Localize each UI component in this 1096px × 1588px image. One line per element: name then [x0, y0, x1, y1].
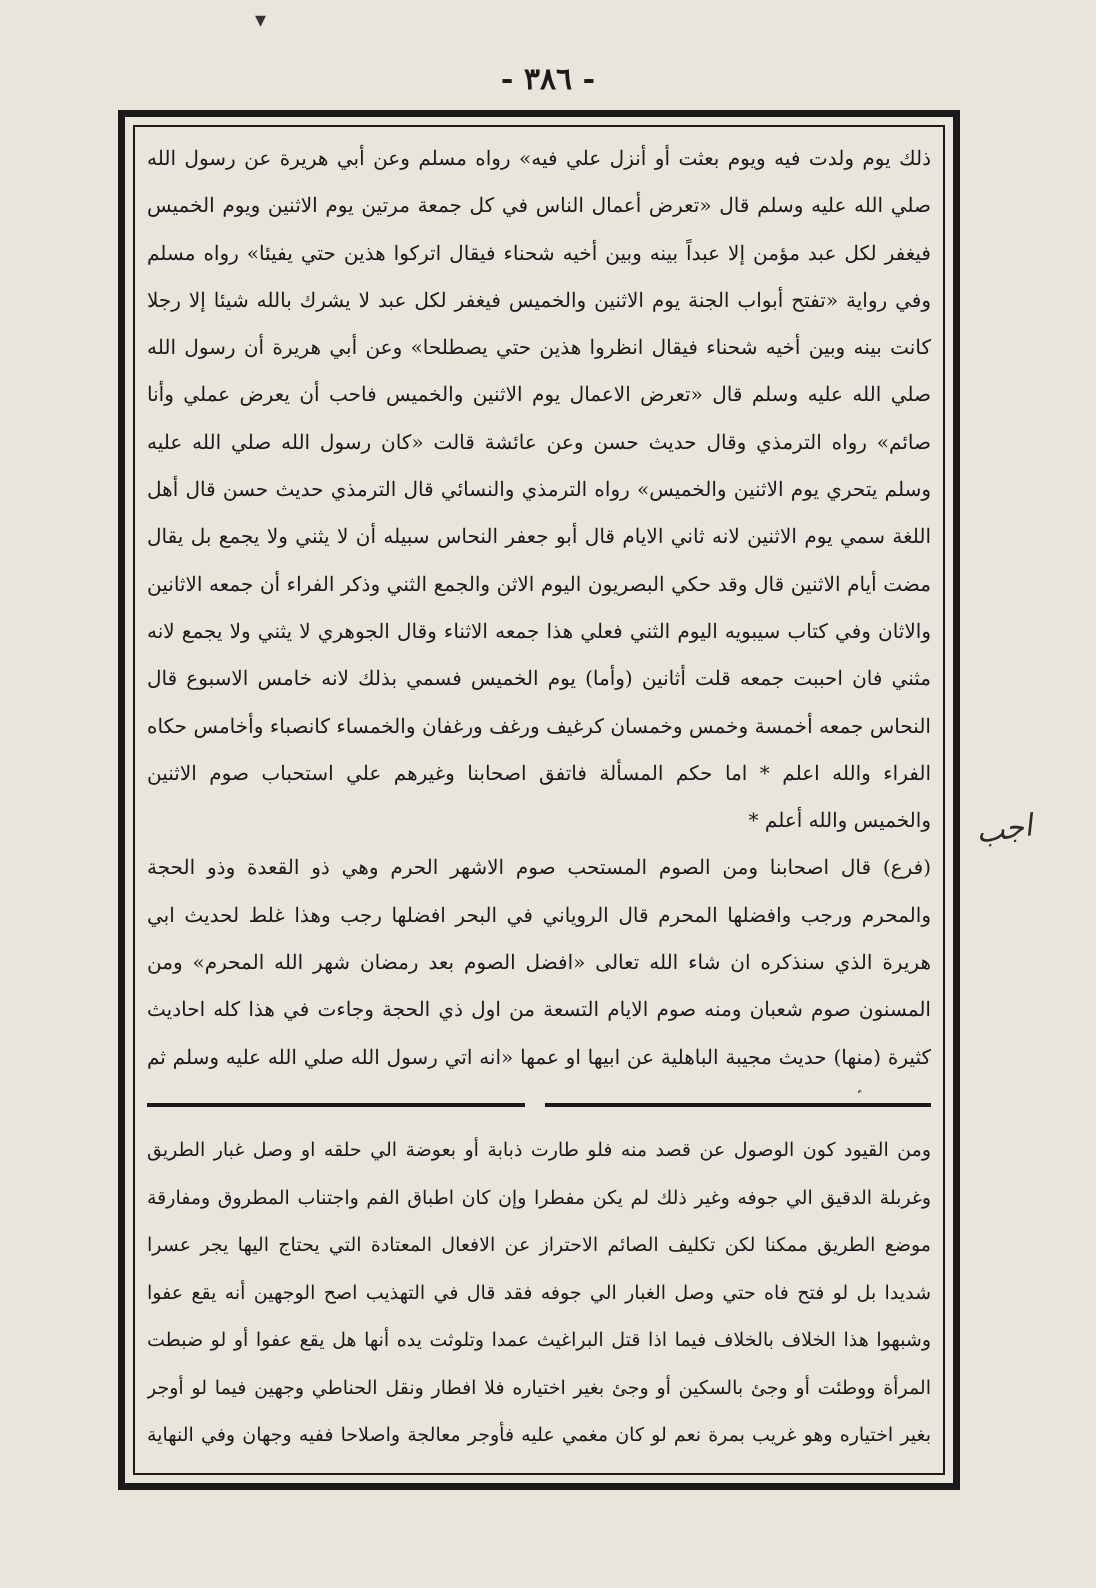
- footnote-paragraph: ومن القيود كون الوصول عن قصد منه فلو طارت ذبابة أو بعوضة الي حلقه او وصل غبار الطريق وغربلة الدقيق الي جوفه وغير ذلك لم يكن مفطرا وإن كان اطباق الفم واجتناب المطروق ومفارقة موضع الطريق ممكنا لكن تكليف الصائم الاحتراز عن الافعال المعتادة التي يحتاج اليها يجر عسرا شديدا بل لو فتح فاه حتي وصل الغبار الي جوفه فقد قال في التهذيب اصح الوجهين أنه يقع عفوا وشبهوا هذا الخلاف بالخلاف فيما اذا قتل البراغيث عمدا وتلوثت يده أنها هل يقع عفوا أو لو ضبطت المرأة ووطئت أو وجئ بالسكين أو وجئ بغير اختياره فلا افطار ونقل الحناطي وجهين فيما لو أوجر بغير اختياره وهو غريب بمرة نعم لو كان مغمي عليه فأوجر معالجة واصلاحا ففيه وجهان وفي النهاية: [147, 1139, 931, 1446]
- margin-note: اجب: [973, 808, 1035, 851]
- footnote-text: [147, 1127, 931, 1472]
- footnote-divider-right: [545, 1103, 931, 1107]
- footnote-divider-left: [147, 1103, 525, 1107]
- main-paragraph-1: ذلك يوم ولدت فيه ويوم بعثت أو أنزل علي فيه» رواه مسلم وعن أبي هريرة عن رسول الله صلي الله عليه وسلم قال «تعرض أعمال الناس في كل جمعة مرتين يوم الاثنين ويوم الخميس فيغفر لكل عبد مؤمن إلا عبداً بينه وبين أخيه شحناء فيقال اتركوا هذين حتي يفيئا» رواه مسلم وفي رواية «تفتح أبواب الجنة يوم الاثنين والخميس فيغفر لكل عبد لا يشرك بالله شيئا إلا رجلا كانت بينه وبين أخيه شحناء فيقال انظروا هذين حتي يصطلحا» وعن أبي هريرة أن رسول الله صلي الله عليه وسلم قال «تعرض الاعمال يوم الاثنين والخميس فاحب أن يعرض عملي وأنا صائم» رواه الترمذي وقال حديث حسن وعن عائشة قالت «كان رسول الله صلي الله عليه وسلم يتحري يوم الاثنين والخميس» رواه الترمذي والنسائي قال الترمذي حديث حسن قال أهل اللغة سمي يوم الاثنين لانه ثاني الايام قال أبو جعفر النحاس سبيله أن لا يثني ولا يجمع بل يقال مضت أيام الاثنين قال وقد حكي البصريون اليوم الاثن والجمع الثني وذكر الفراء أن جمعه الاثانين والاثان وفي كتاب سيبويه اليوم الثني فعلي هذا جمعه الاثناء وقال الجوهري لا يثني ولا يجمع لانه مثني فان احببت جمعه قلت أثانين (وأما) يوم الخميس فسمي بذلك لانه خامس الاسبوع قال النحاس جمعه أخمسة وخمس وخمسان كرغيف ورغف ورغفان والخمساء كانصباء وأخامس حكاه الفراء والله اعلم * اما حكم المسألة فاتفق اصحابنا وغيرهم علي استحباب صوم الاثنين والخميس والله أعلم *: [147, 146, 931, 833]
- page-frame: [118, 110, 960, 1490]
- top-mark: ▾: [255, 8, 267, 33]
- main-text: [147, 135, 931, 1093]
- page-number: - ٣٨٦ -: [500, 62, 596, 97]
- main-paragraph-2: (فرع) قال اصحابنا ومن الصوم المستحب صوم الاشهر الحرم وهي ذو القعدة وذو الحجة والمحرم ورجب وافضلها المحرم قال الروياني في البحر افضلها رجب وهذا غلط لحديث ابي هريرة الذي سنذكره ان شاء الله تعالى «افضل الصوم بعد رمضان شهر الله المحرم» ومن المسنون صوم شعبان ومنه صوم الايام التسعة من اول ذي الحجة وجاءت في هذا كله احاديث كثيرة (منها) حديث مجيبة الباهلية عن ابيها او عمها «انه اتي رسول الله صلي الله عليه وسلم ثم: [147, 855, 931, 1069]
